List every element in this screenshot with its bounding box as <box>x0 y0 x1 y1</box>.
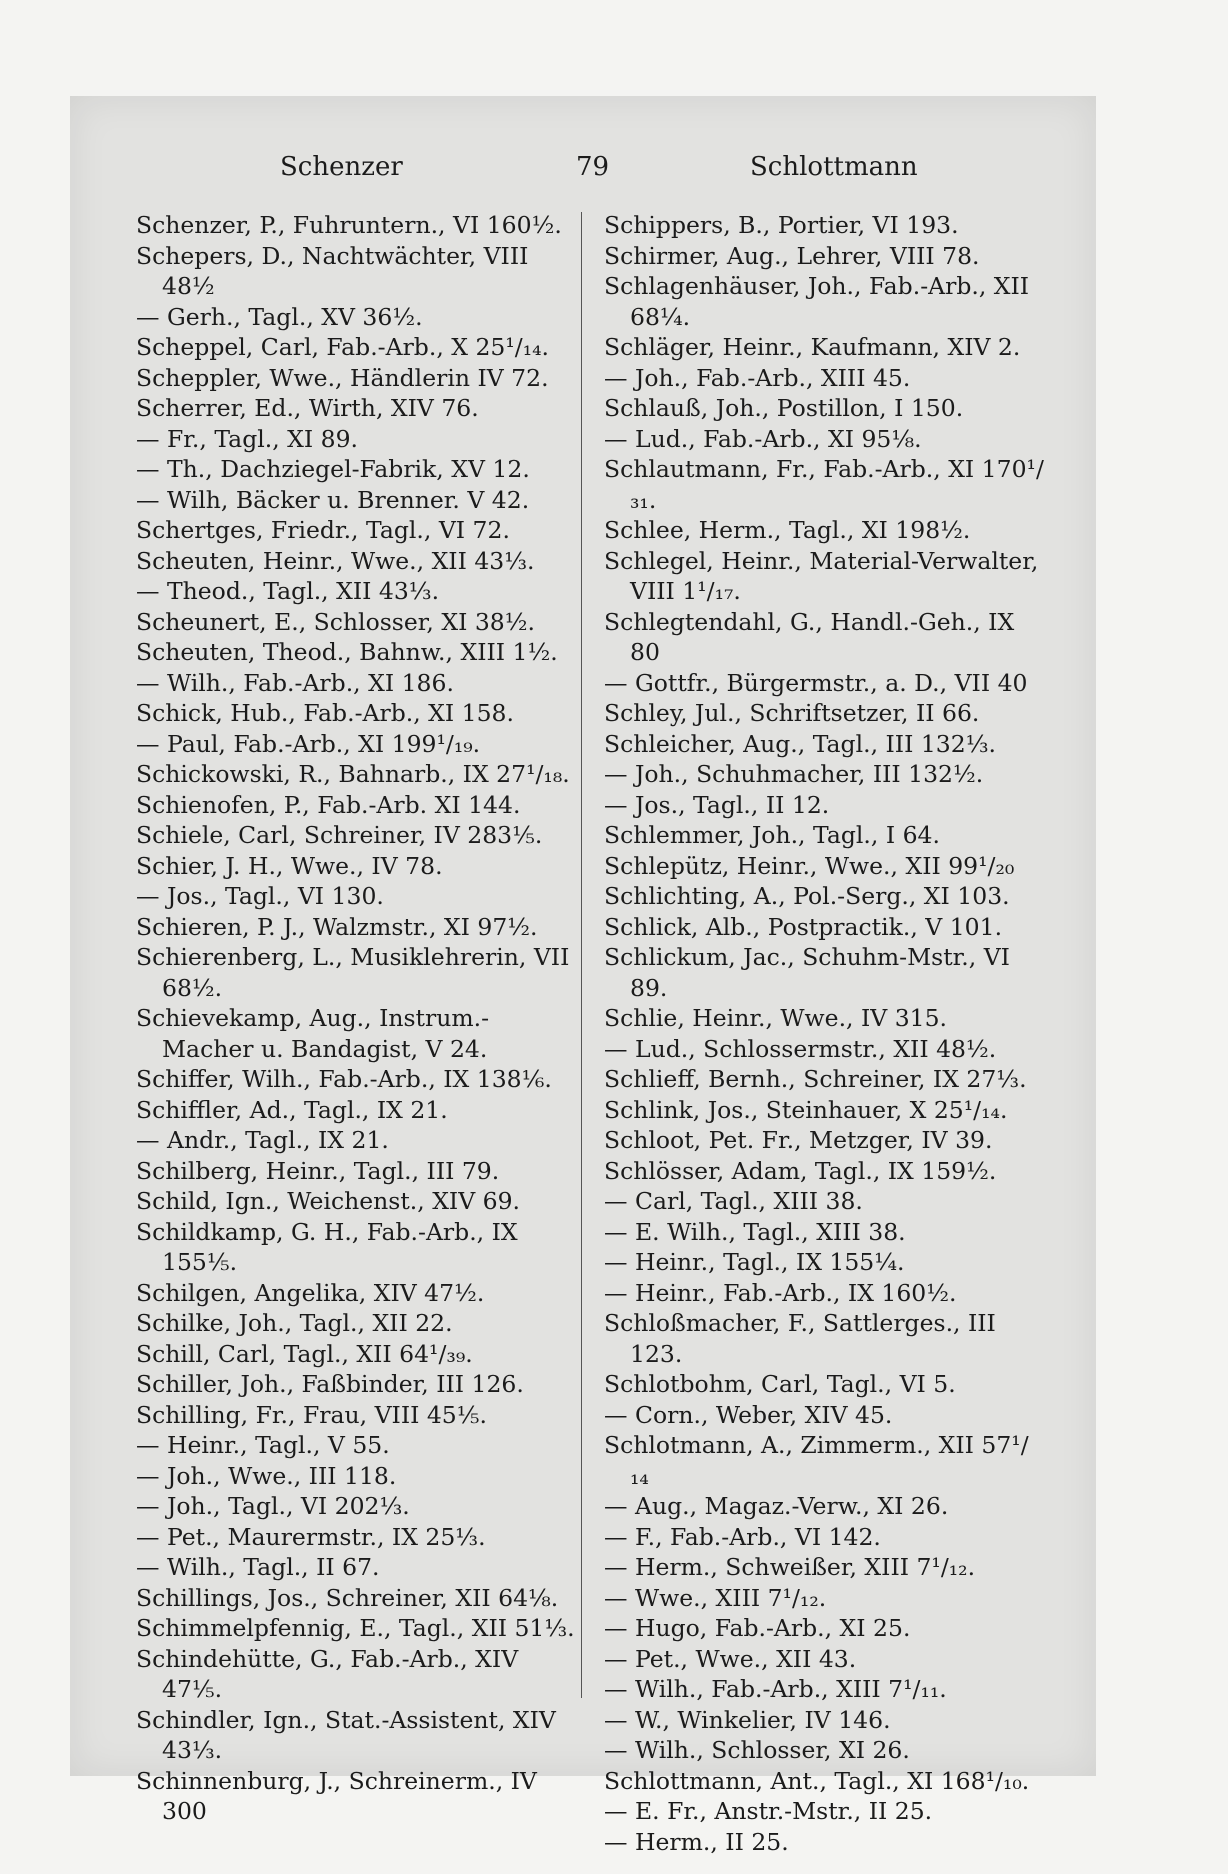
directory-entry: Scheppel, Carl, Fab.-Arb., X 25¹/₁₄. <box>136 333 550 361</box>
directory-entry: — Paul, Fab.-Arb., XI 199¹/₁₉. <box>136 729 481 758</box>
directory-entry: Schlee, Herm., Tagl., XI 198½. <box>604 516 971 544</box>
directory-entry: — Fr., Tagl., XI 89. <box>136 424 359 453</box>
directory-entry: Schlottmann, Ant., Tagl., XI 168¹/₁₀. <box>604 1766 1030 1795</box>
directory-entry: Schläger, Heinr., Kaufmann, XIV 2. <box>604 333 1021 361</box>
directory-entry: Schlotmann, A., Zimmerm., XII 57¹/₁₄ <box>604 1431 1029 1490</box>
right-column <box>604 210 1044 1857</box>
directory-entry: Schippers, B., Portier, VI 193. <box>604 211 959 239</box>
directory-entry: — Th., Dachziegel-Fabrik, XV 12. <box>136 455 530 483</box>
directory-entry: — Theod., Tagl., XII 43⅓. <box>136 577 440 605</box>
directory-entry: — Hugo, Fab.-Arb., XI 25. <box>604 1614 911 1642</box>
directory-entry: Schlotbohm, Carl, Tagl., VI 5. <box>604 1370 956 1398</box>
directory-entry: Schill, Carl, Tagl., XII 64¹/₃₉. <box>136 1339 473 1368</box>
directory-entry: — Heinr., Fab.-Arb., IX 160½. <box>604 1278 957 1307</box>
directory-entry: Schlink, Jos., Steinhauer, X 25¹/₁₄. <box>604 1095 1008 1124</box>
directory-entry: — Herm., II 25. <box>604 1827 789 1856</box>
directory-entry: Schepers, D., Nachtwächter, VIII 48½ <box>136 241 529 300</box>
directory-entry: Schilke, Joh., Tagl., XII 22. <box>136 1309 453 1337</box>
directory-entry: Schleicher, Aug., Tagl., III 132⅓. <box>604 729 996 758</box>
directory-entry: Schieren, P. J., Walzmstr., XI 97½. <box>136 912 538 941</box>
left-column <box>136 210 576 1827</box>
directory-entry: Schild, Ign., Weichenst., XIV 69. <box>136 1187 521 1215</box>
directory-entry: — F., Fab.-Arb., VI 142. <box>604 1522 881 1551</box>
directory-entry: Schier, J. H., Wwe., IV 78. <box>136 851 443 880</box>
directory-entry: — Joh., Wwe., III 118. <box>136 1461 397 1490</box>
directory-entry: Schlick, Alb., Postpractik., V 101. <box>604 912 1003 941</box>
directory-entry: Schildkamp, G. H., Fab.-Arb., IX 155⅕. <box>136 1217 518 1276</box>
directory-entry: — Wwe., XIII 7¹/₁₂. <box>604 1583 827 1612</box>
header-right-catchword: Schlottmann <box>750 152 918 182</box>
directory-entry: Schenzer, P., Fuhruntern., VI 160½. <box>136 211 562 239</box>
directory-entry: — Wilh., Tagl., II 67. <box>136 1553 380 1581</box>
directory-entry: Schley, Jul., Schriftsetzer, II 66. <box>604 699 980 727</box>
directory-entry: — Gottfr., Bürgermstr., a. D., VII 40 <box>604 668 1028 697</box>
directory-entry: Schlegel, Heinr., Material-Verwalter, VIII 1¹/₁₇. <box>604 546 1039 605</box>
directory-entry: Schiffler, Ad., Tagl., IX 21. <box>136 1095 448 1124</box>
page-header <box>70 152 1096 192</box>
directory-entry: Schlagenhäuser, Joh., Fab.-Arb., XII 68¼. <box>604 272 1030 331</box>
directory-entry: — E. Wilh., Tagl., XIII 38. <box>604 1217 906 1246</box>
directory-entry: — Joh., Tagl., VI 202⅓. <box>136 1492 410 1520</box>
directory-entry: — Wilh., Schlosser, XI 26. <box>604 1736 910 1764</box>
directory-entry: — Heinr., Tagl., IX 155¼. <box>604 1248 905 1276</box>
directory-entry: Schlemmer, Joh., Tagl., I 64. <box>604 821 940 849</box>
directory-entry: — Gerh., Tagl., XV 36½. <box>136 302 423 331</box>
directory-entry: Schievekamp, Aug., Instrum.-Macher u. Bandagist, V 24. <box>136 1004 490 1063</box>
directory-entry: Schlichting, A., Pol.-Serg., XI 103. <box>604 882 1010 910</box>
directory-entry: — Pet., Maurermstr., IX 25⅓. <box>136 1522 486 1551</box>
directory-entry: Scheunert, E., Schlosser, XI 38½. <box>136 607 535 636</box>
directory-entry: Schlickum, Jac., Schuhm-Mstr., VI 89. <box>604 943 1010 1002</box>
header-left-catchword: Schenzer <box>280 152 403 182</box>
directory-entry: Schierenberg, L., Musiklehrerin, VII 68½. <box>136 943 570 1002</box>
directory-entry: Scheuten, Theod., Bahnw., XIII 1½. <box>136 638 558 666</box>
directory-entry: Scheppler, Wwe., Händlerin IV 72. <box>136 363 549 392</box>
directory-entry: — Wilh., Fab.-Arb., XI 186. <box>136 668 454 697</box>
directory-entry: Schloßmacher, F., Sattlerges., III 123. <box>604 1309 996 1368</box>
directory-entry: Schick, Hub., Fab.-Arb., XI 158. <box>136 699 514 727</box>
directory-entry: — Carl, Tagl., XIII 38. <box>604 1187 863 1215</box>
directory-entry: Schimmelpfennig, E., Tagl., XII 51⅓. <box>136 1614 575 1642</box>
directory-entry: — Lud., Schlossermstr., XII 48½. <box>604 1034 997 1063</box>
directory-entry: — Aug., Magaz.-Verw., XI 26. <box>604 1492 949 1520</box>
directory-entry: — Jos., Tagl., II 12. <box>604 790 830 819</box>
directory-entry: Schilling, Fr., Frau, VIII 45⅕. <box>136 1400 488 1429</box>
directory-entry: Schlie, Heinr., Wwe., IV 315. <box>604 1004 948 1032</box>
directory-entry: — Joh., Schuhmacher, III 132½. <box>604 760 984 788</box>
directory-entry: Schilberg, Heinr., Tagl., III 79. <box>136 1156 500 1185</box>
directory-entry: Schienofen, P., Fab.-Arb. XI 144. <box>136 790 521 819</box>
directory-entry: Schlautmann, Fr., Fab.-Arb., XI 170¹/₃₁. <box>604 455 1044 514</box>
directory-entry: Schiele, Carl, Schreiner, IV 283⅕. <box>136 821 543 849</box>
column-divider <box>581 212 582 1698</box>
directory-entry: Schlösser, Adam, Tagl., IX 159½. <box>604 1156 997 1185</box>
directory-entry: Schindehütte, G., Fab.-Arb., XIV 47⅕. <box>136 1644 519 1703</box>
directory-entry: Schindler, Ign., Stat.-Assistent, XIV 43⅓. <box>136 1705 556 1764</box>
directory-entry: — Corn., Weber, XIV 45. <box>604 1400 893 1429</box>
directory-entry: — Jos., Tagl., VI 130. <box>136 882 384 910</box>
directory-entry: — Joh., Fab.-Arb., XIII 45. <box>604 363 911 392</box>
directory-entry: Scheuten, Heinr., Wwe., XII 43⅓. <box>136 546 535 575</box>
directory-entry: Schloot, Pet. Fr., Metzger, IV 39. <box>604 1126 993 1154</box>
directory-entry: Scherrer, Ed., Wirth, XIV 76. <box>136 394 479 422</box>
directory-entry: Schiller, Joh., Faßbinder, III 126. <box>136 1370 524 1398</box>
directory-entry: — Andr., Tagl., IX 21. <box>136 1126 389 1154</box>
directory-entry: Schillings, Jos., Schreiner, XII 64⅛. <box>136 1583 559 1612</box>
directory-entry: — Pet., Wwe., XII 43. <box>604 1644 857 1673</box>
directory-entry: — E. Fr., Anstr.-Mstr., II 25. <box>604 1797 933 1825</box>
directory-entry: Schinnenburg, J., Schreinerm., IV 300 <box>136 1766 537 1825</box>
directory-entry: — Wilh., Fab.-Arb., XIII 7¹/₁₁. <box>604 1675 947 1703</box>
directory-entry: Schlieff, Bernh., Schreiner, IX 27⅓. <box>604 1065 1027 1093</box>
directory-entry: Schlauß, Joh., Postillon, I 150. <box>604 394 964 422</box>
directory-entry: — Wilh, Bäcker u. Brenner. V 42. <box>136 485 530 514</box>
directory-entry: Schilgen, Angelika, XIV 47½. <box>136 1278 485 1307</box>
directory-entry: — Heinr., Tagl., V 55. <box>136 1431 390 1459</box>
directory-entry: — W., Winkelier, IV 146. <box>604 1705 891 1734</box>
page-number: 79 <box>576 152 610 182</box>
directory-entry: — Herm., Schweißer, XIII 7¹/₁₂. <box>604 1553 976 1581</box>
directory-entry: Schlegtendahl, G., Handl.-Geh., IX 80 <box>604 607 1015 666</box>
directory-entry: Schiffer, Wilh., Fab.-Arb., IX 138⅙. <box>136 1065 552 1093</box>
directory-entry: — Lud., Fab.-Arb., XI 95⅛. <box>604 424 922 453</box>
directory-entry: Schickowski, R., Bahnarb., IX 27¹/₁₈. <box>136 760 570 788</box>
directory-entry: Schertges, Friedr., Tagl., VI 72. <box>136 516 510 544</box>
directory-entry: Schirmer, Aug., Lehrer, VIII 78. <box>604 241 980 270</box>
directory-entry: Schlepütz, Heinr., Wwe., XII 99¹/₂₀ <box>604 851 1015 880</box>
